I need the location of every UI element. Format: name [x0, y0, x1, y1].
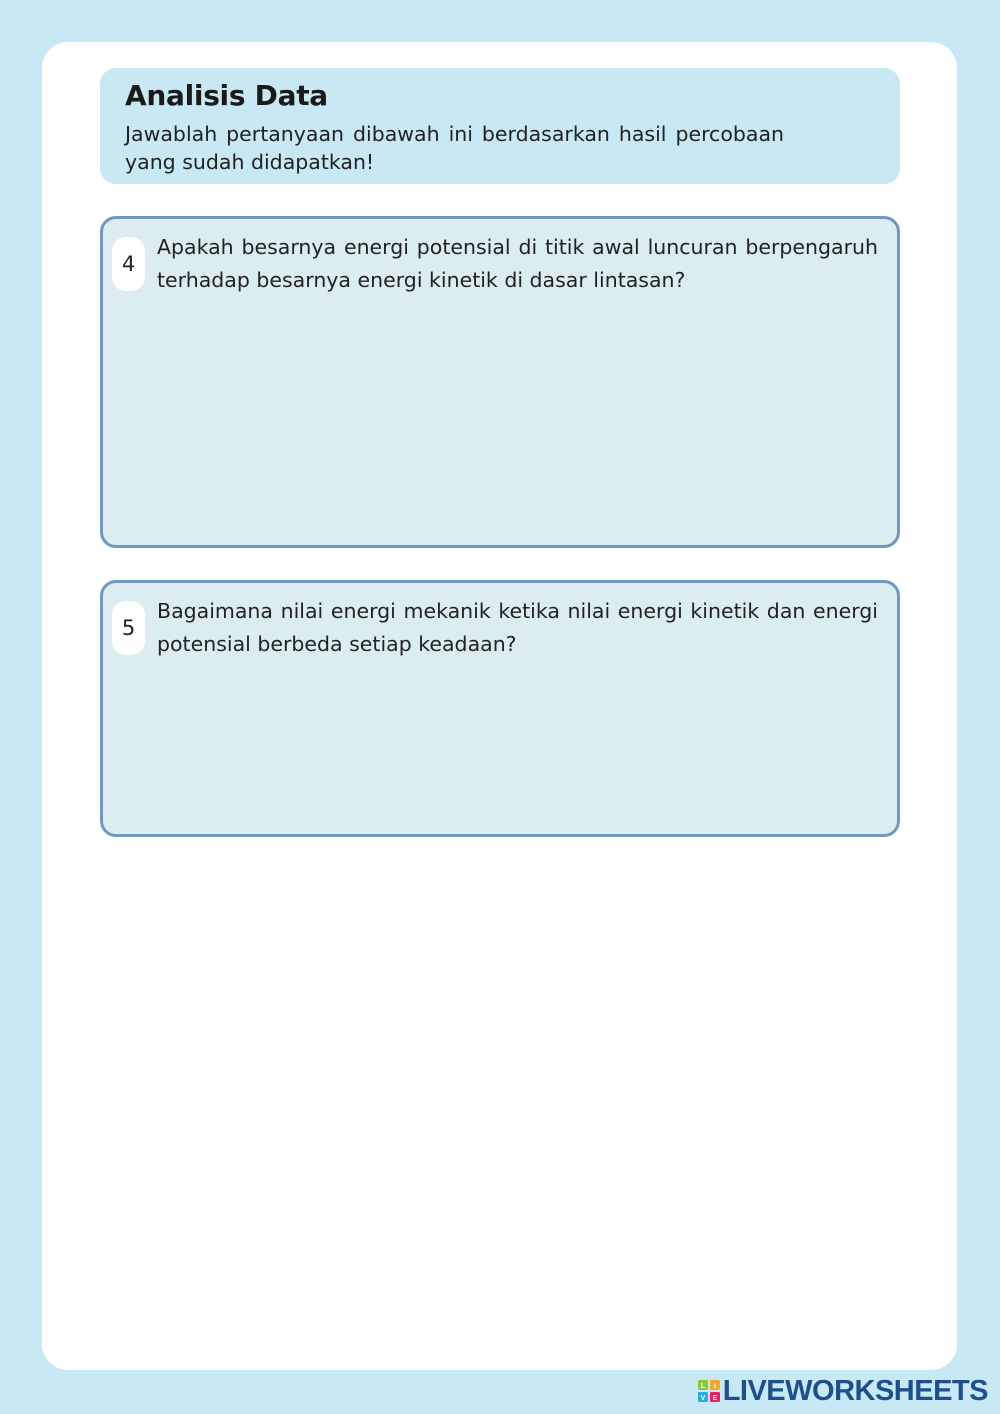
question-text: Bagaimana nilai energi mekanik ketika nilai energi kinetik dan energi potensial berbeda setiap keadaan?: [157, 599, 878, 656]
section-title: Analisis Data: [125, 79, 328, 112]
question-card-4: [100, 216, 900, 548]
question-card-5: [100, 580, 900, 837]
question-number: 4: [112, 237, 145, 291]
answer-area-5[interactable]: [157, 673, 878, 818]
liveworksheets-logo-icon: [698, 1380, 720, 1402]
section-instruction: Jawablah pertanyaan dibawah ini berdasarkan hasil percobaan yang sudah didapatkan!: [125, 122, 784, 174]
liveworksheets-brand: [698, 1376, 988, 1406]
question-number: 5: [112, 601, 145, 655]
brand-name: LIVEWORKSHEETS: [722, 1375, 988, 1407]
answer-area-4[interactable]: [157, 309, 878, 529]
logo-letter: E: [712, 1395, 718, 1402]
question-text: Apakah besarnya energi potensial di titik awal luncuran berpengaruh terhadap besarnya energi kinetik di dasar lintasan?: [157, 235, 878, 292]
logo-letter: V: [700, 1395, 706, 1402]
logo-letter: L: [700, 1383, 705, 1390]
logo-letter: I: [713, 1383, 716, 1390]
section-header: [100, 68, 900, 184]
